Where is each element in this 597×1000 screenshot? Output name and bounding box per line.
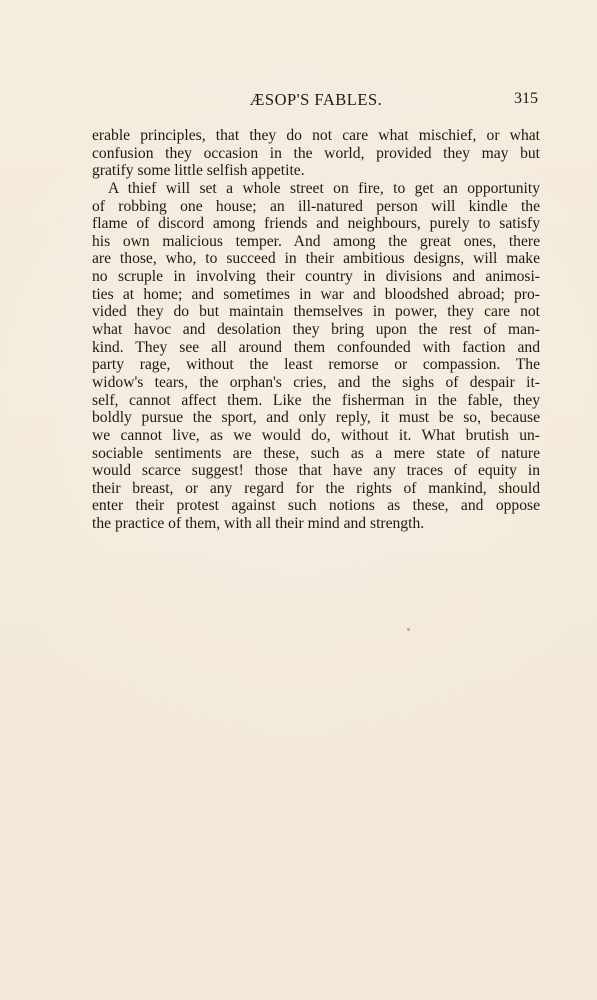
text-line: kind. They see all around them confounded with faction and — [92, 338, 540, 356]
text-line: erable principles, that they do not care what mischief, or what — [92, 127, 540, 144]
text-line: are those, who, to succeed in their ambitious designs, will make — [92, 250, 540, 268]
text-line: enter their protest against such notions as these, and oppose — [92, 497, 540, 515]
text-line: boldly pursue the sport, and only reply, it must be so, because — [92, 409, 540, 427]
body-text — [92, 127, 540, 533]
text-line: his own malicious temper. And among the great ones, there — [92, 232, 540, 250]
text-line: A thief will set a whole street on fire, to get an opportunity — [108, 179, 540, 197]
text-line: sociable sentiments are these, such as a mere state of nature — [92, 444, 540, 462]
text-line: we cannot live, as we would do, without it. What brutish un- — [92, 426, 540, 444]
text-line: gratify some little selfish appetite. — [92, 162, 305, 180]
page-number: 315 — [514, 90, 538, 107]
text-line: ties at home; and sometimes in war and bloodshed abroad; pro- — [92, 285, 540, 303]
text-line: would scarce suggest! those that have any traces of equity in — [92, 462, 540, 480]
text-line: party rage, without the least remorse or compassion. The — [92, 356, 540, 374]
text-line: the practice of them, with all their mind and strength. — [92, 515, 425, 533]
text-line: self, cannot affect them. Like the fisherman in the fable, they — [92, 391, 540, 409]
text-line: widow's tears, the orphan's cries, and the sighs of despair it- — [92, 373, 540, 391]
text-line: their breast, or any regard for the rights of mankind, should — [92, 479, 540, 497]
running-head — [92, 90, 540, 110]
text-line: no scruple in involving their country in divisions and animosi- — [92, 268, 540, 286]
text-line: vided they do but maintain themselves in power, they care not — [92, 303, 540, 321]
text-line: flame of discord among friends and neighbours, purely to satisfy — [92, 215, 540, 233]
text-line: what havoc and desolation they bring upon the rest of man- — [92, 321, 540, 339]
page-speck — [407, 628, 410, 631]
text-line: confusion they occasion in the world, provided they may but — [92, 144, 540, 162]
text-line: of robbing one house; an ill-natured person will kindle the — [92, 197, 540, 215]
running-title: ÆSOP'S FABLES. — [249, 90, 383, 109]
